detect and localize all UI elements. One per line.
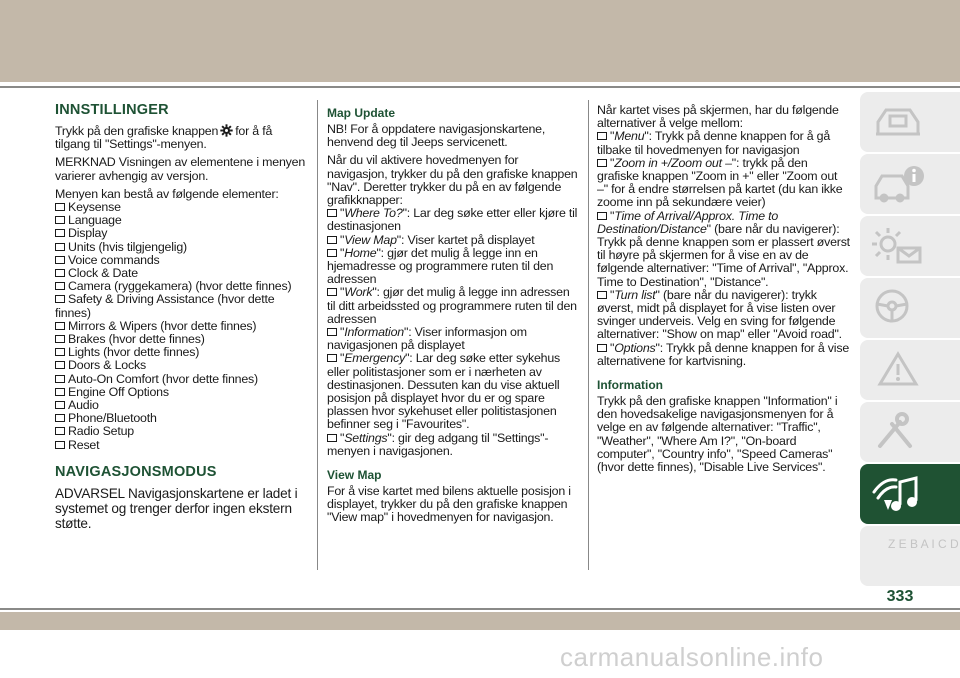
tab-lights-mail[interactable] — [860, 216, 960, 276]
map-options-intro: Når kartet vises på skjermen, har du følgende alternativer å velge mellom: — [597, 103, 839, 131]
checkbox-square-icon — [55, 427, 65, 435]
bottom-band — [0, 612, 960, 630]
checkbox-square-icon — [55, 375, 65, 383]
checkbox-square-icon — [55, 322, 65, 330]
checkbox-square-icon — [327, 328, 337, 336]
checkbox-square-icon — [327, 236, 337, 244]
warning-triangle-icon — [870, 348, 930, 392]
page-number: 333 — [886, 588, 914, 605]
list-item: Radio Setup — [55, 425, 310, 438]
checkbox-square-icon — [55, 256, 65, 264]
checkbox-square-icon — [597, 344, 607, 352]
checkbox-square-icon — [55, 441, 65, 449]
tools-icon — [870, 410, 930, 454]
list-item: "Settings": gir deg adgang til "Settings"-menyen i navigasjonen. — [327, 430, 549, 458]
checkbox-square-icon — [327, 434, 337, 442]
checkbox-square-icon — [55, 414, 65, 422]
tab-index[interactable] — [860, 526, 960, 586]
list-item: "Time of Arrival/Approx. Time to Destination/Distance" (bare når du navigerer): Trykk på denne knappen som er plassert øverst til høyre på skjermen for å vise en av de følgende alternativer: "Time of Arrival", "Approx. Time to Destination", "Distance". — [597, 208, 850, 289]
checkbox-square-icon — [55, 203, 65, 211]
list-item: Engine Off Options — [55, 386, 310, 399]
car-dashboard-icon — [870, 100, 930, 144]
lights-mail-icon — [870, 224, 930, 268]
list-item: Safety & Driving Assistance (hvor dette finnes) — [55, 292, 275, 320]
checkbox-square-icon — [55, 243, 65, 251]
menu-intro: Menyen kan bestå av følgende elementer: — [55, 186, 279, 201]
index-letters: Z E B A I C D — [888, 537, 959, 551]
column-divider — [317, 100, 318, 570]
watermark: carmanualsonline.info — [560, 642, 824, 672]
map-update-note: NB! For å oppdatere navigasjonskartene, henvend deg til Jeeps servicenett. — [327, 122, 546, 150]
checkbox-square-icon — [597, 159, 607, 167]
list-item: Brakes (hvor dette finnes) — [55, 333, 310, 346]
column-map-update — [327, 104, 580, 530]
chapter-tabs — [860, 92, 960, 588]
list-item: Display — [55, 227, 310, 240]
list-item: "Zoom in +/Zoom out –": trykk på den grafiske knappen "Zoom in +" eller "Zoom out –" for å endre størrelsen på kartet (du kan ikke zoome inn på sekundære veier) — [597, 155, 843, 210]
list-item: Clock & Date — [55, 267, 310, 280]
column-divider — [588, 100, 589, 570]
index-letters-icon — [870, 534, 959, 582]
tab-warning[interactable] — [860, 340, 960, 400]
list-item: Audio — [55, 399, 310, 412]
multimedia-icon — [870, 472, 930, 516]
list-item: Language — [55, 214, 310, 227]
list-item: "Options": Trykk på denne knappen for å vise alternativene for kartvisning. — [597, 340, 850, 368]
top-band — [0, 0, 960, 82]
list-item: Reset — [55, 439, 310, 452]
checkbox-square-icon — [55, 361, 65, 369]
steering-wheel-icon — [870, 286, 930, 330]
checkbox-square-icon — [597, 132, 607, 140]
view-map-text: For å vise kartet med bilens aktuelle posisjon i displayet, trykker du på den grafiske knappen "View map" i hovedmenyen for navigasjon. — [327, 484, 571, 525]
heading-navigation-mode: NAVIGASJONSMODUS — [55, 463, 217, 480]
settings-note: MERKNAD Visningen av elementene i menyen varierer avhengig av versjon. — [55, 155, 306, 183]
heading-settings: INNSTILLINGER — [55, 102, 169, 118]
heading-map-update: Map Update — [327, 106, 396, 120]
list-item: "View Map": Viser kartet på displayet — [327, 234, 580, 247]
list-item: Doors & Locks — [55, 359, 310, 372]
checkbox-square-icon — [55, 229, 65, 237]
list-item: Mirrors & Wipers (hvor dette finnes) — [55, 320, 310, 333]
column-settings — [55, 98, 310, 536]
list-item: "Home": gjør det mulig å legge inn en hjemadresse og programmere ruten til den adressen — [327, 245, 554, 287]
tab-steering-wheel[interactable] — [860, 278, 960, 338]
nav-menu-intro: Når du vil aktivere hovedmenyen for navigasjon, trykker du på den grafiske knappen "Nav". Deretter trykker du på en av følgende grafikknapper: — [327, 153, 578, 208]
heading-view-map: View Map — [327, 468, 382, 483]
checkbox-square-icon — [327, 209, 337, 217]
list-item: Camera (ryggekamera) (hvor dette finnes) — [55, 280, 310, 293]
list-item: "Emergency": Lar deg søke etter sykehus eller politistasjoner som er i nærheten av destinasjonen. Dessuten kan du vise aktuell posisjon på displayet hvor du er og spare plassen hvor sykehuset eller politistasjonen befinner seg i "Favourites". — [327, 351, 561, 432]
information-text: Trykk på den grafiske knappen "Information" i den hovedsakelige navigasjonsmenyen for å velge en av følgende alternativer: "Traffic", "Weather", "Where Am I?", "On-board computer", "Country info", "Speed Cameras" (hvor dette finnes), "Disable Live Services". — [597, 394, 838, 475]
gear-icon — [220, 124, 233, 137]
settings-intro-after: for å få tilgang til "Settings"-menyen. — [55, 124, 273, 152]
checkbox-square-icon — [55, 401, 65, 409]
tab-multimedia[interactable] — [860, 464, 960, 524]
checkbox-square-icon — [55, 388, 65, 396]
checkbox-square-icon — [55, 216, 65, 224]
checkbox-square-icon — [327, 249, 337, 257]
checkbox-square-icon — [55, 348, 65, 356]
settings-intro-before: Trykk på den grafiske knappen — [55, 124, 219, 138]
heading-information: Information — [597, 378, 663, 393]
list-item: Phone/Bluetooth — [55, 412, 310, 425]
checkbox-square-icon — [55, 282, 65, 290]
top-divider — [0, 86, 960, 88]
checkbox-square-icon — [55, 335, 65, 343]
tab-tools[interactable] — [860, 402, 960, 462]
checkbox-square-icon — [55, 269, 65, 277]
list-item: Keysense — [55, 201, 310, 214]
checkbox-square-icon — [327, 288, 337, 296]
car-info-icon — [870, 162, 930, 206]
list-item: Units (hvis tilgjengelig) — [55, 241, 310, 254]
tab-car-info[interactable] — [860, 154, 960, 214]
list-item: Voice commands — [55, 254, 310, 267]
tab-car-dashboard[interactable] — [860, 92, 960, 152]
navigation-warning: ADVARSEL Navigasjonskartene er ladet i systemet og trenger derfor ingen ekstern støtte. — [55, 485, 298, 531]
settings-list — [55, 201, 310, 452]
column-map-options — [597, 104, 850, 479]
list-item: "Work": gjør det mulig å legge inn adressen til ditt arbeidssted og programmere ruten til den adressen — [327, 285, 577, 326]
checkbox-square-icon — [597, 291, 607, 299]
list-item: "Where To?": Lar deg søke etter eller kjøre til destinasjonen — [327, 206, 578, 234]
checkbox-square-icon — [327, 354, 337, 362]
list-item: "Information": Viser informasjon om navigasjonen på displayet — [327, 325, 527, 353]
list-item: Auto-On Comfort (hvor dette finnes) — [55, 373, 310, 386]
list-item: "Menu": Trykk på denne knappen for å gå tilbake til hovedmenyen for navigasjon — [597, 129, 831, 157]
bottom-divider — [0, 608, 960, 610]
list-item: Lights (hvor dette finnes) — [55, 346, 310, 359]
checkbox-square-icon — [597, 212, 607, 220]
settings-intro — [55, 124, 310, 151]
checkbox-square-icon — [55, 295, 65, 303]
list-item: "Turn list" (bare når du navigerer): trykk øverst, midt på displayet for å vise listen over svinger underveis. Velg en sving for følgende alternativer: "Show on map" eller "Avoid road". — [597, 287, 842, 342]
